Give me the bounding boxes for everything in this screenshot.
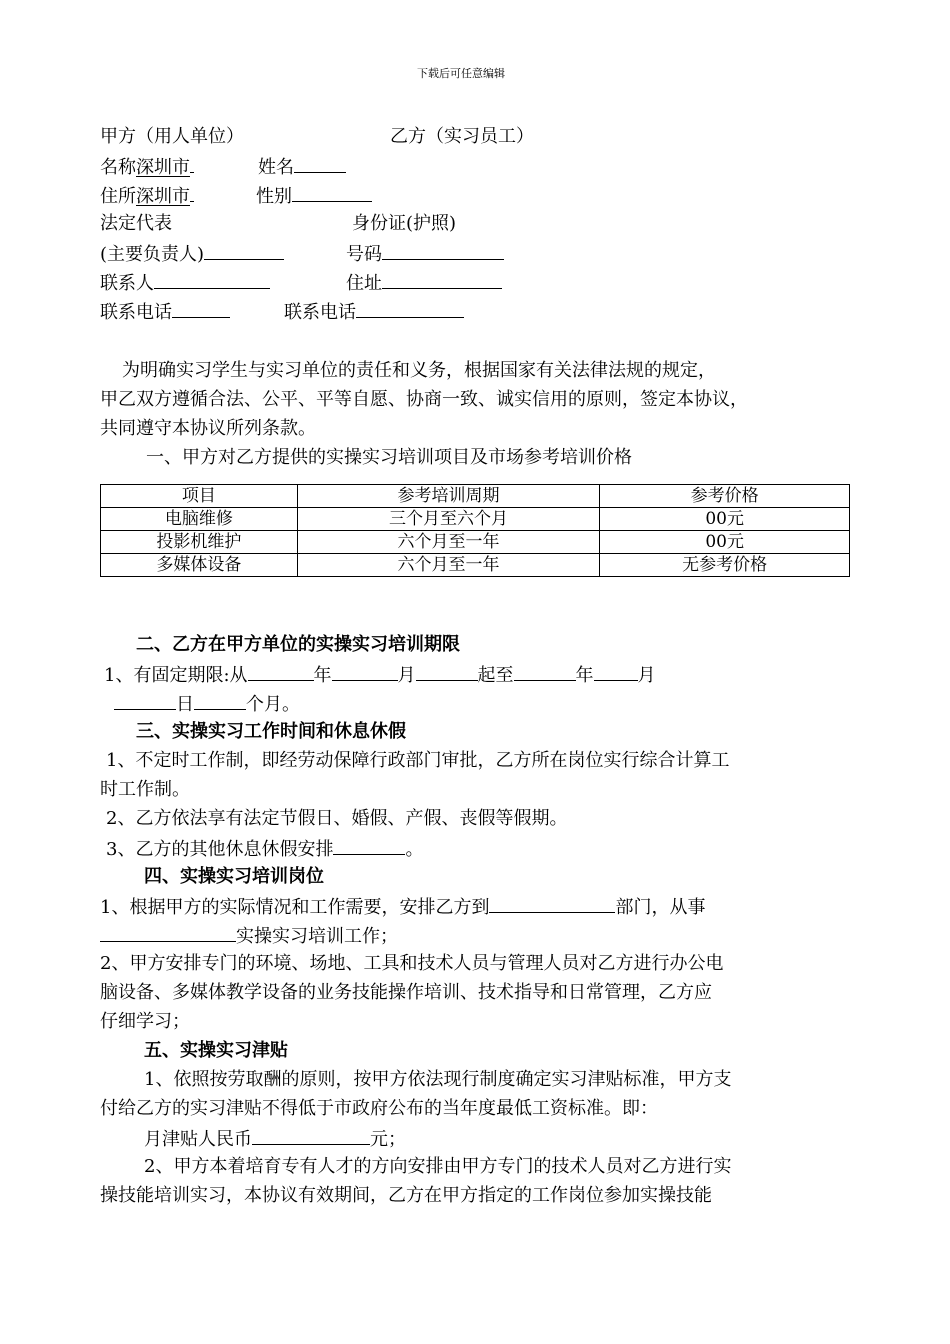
intro-line-1: 为明确实习学生与实习单位的责任和义务，根据国家有关法律法规的规定， <box>122 360 716 381</box>
section4-heading: 四、实操实习培训岗位 <box>144 866 324 887</box>
party-a-address-value[interactable]: 深圳市 <box>136 186 190 207</box>
party-b-id-number-row <box>346 242 504 266</box>
start-month-field[interactable] <box>332 663 398 681</box>
s5-item1-line2: 付给乙方的实习津贴不得低于市政府公布的当年度最低工资标准。即： <box>100 1098 658 1119</box>
section2-heading: 二、乙方在甲方单位的实操实习培训期限 <box>136 634 460 655</box>
month-label: 月 <box>397 665 416 686</box>
party-a-contact-row <box>100 271 270 295</box>
party-b-name-label: 姓名 <box>258 157 294 178</box>
s3-item3: 3、乙方的其他休息休假安排 。 <box>106 839 424 860</box>
until-label: 起至 <box>477 665 514 686</box>
s4-item2-line2: 脑设备、多媒体教学设备的业务技能操作培训、技术指导和日常管理，乙方应 <box>100 982 712 1003</box>
party-a-phone-label: 联系电话 <box>100 302 172 323</box>
table-cell: 三个月至六个月 <box>297 508 600 531</box>
party-b-phone-row <box>284 300 464 324</box>
party-b-name-row <box>258 155 346 179</box>
party-b-id-label: 身份证(护照) <box>352 213 457 234</box>
table-cell: 六个月至一年 <box>297 554 600 577</box>
party-a-phone-row <box>100 300 230 324</box>
party-b-title: 乙方（实习员工） <box>390 126 534 147</box>
s4-item1-line1: 1、根据甲方的实际情况和工作需要，安排乙方到 部门，从事 <box>100 897 706 918</box>
party-b-id-number-label: 号码 <box>346 244 382 265</box>
other-leave-field[interactable] <box>333 837 405 855</box>
year-label: 年 <box>313 665 332 686</box>
months-suffix: 个月。 <box>246 694 300 715</box>
party-b-phone-label: 联系电话 <box>284 302 356 323</box>
table-row <box>101 531 850 554</box>
party-a-phone-field[interactable] <box>172 300 230 318</box>
months-count-field[interactable] <box>194 692 246 710</box>
party-a-principal-field[interactable] <box>204 242 284 260</box>
term-line-1 <box>104 663 656 687</box>
section5-heading: 五、实操实习津贴 <box>144 1040 288 1061</box>
table-cell: 六个月至一年 <box>297 531 600 554</box>
party-b-address-field[interactable] <box>382 271 502 289</box>
party-a-principal-row <box>100 242 284 266</box>
party-b-phone-field[interactable] <box>356 300 464 318</box>
table-cell: 投影机维护 <box>101 531 298 554</box>
table-header-cell: 项目 <box>101 485 298 508</box>
s5-item2-line1: 2、甲方本着培育专有人才的方向安排由甲方专门的技术人员对乙方进行实 <box>144 1156 732 1177</box>
s3-item3-label: 3、乙方的其他休息休假安排 <box>106 839 334 860</box>
day-label: 日 <box>176 694 194 715</box>
start-year-field[interactable] <box>248 663 314 681</box>
s3-item1-line2: 时工作制。 <box>100 779 190 800</box>
allowance-field[interactable] <box>252 1127 370 1145</box>
party-b-id-number-field[interactable] <box>382 242 504 260</box>
table-row <box>101 508 850 531</box>
table-row <box>101 554 850 577</box>
party-b-address-label: 住址 <box>346 273 382 294</box>
party-a-contact-field[interactable] <box>154 271 270 289</box>
year-label: 年 <box>575 665 594 686</box>
party-a-name-row <box>100 155 194 179</box>
header-note: 下载后可任意编辑 <box>417 67 505 80</box>
party-a-title: 甲方（用人单位） <box>100 126 244 147</box>
table-header-cell: 参考培训周期 <box>297 485 600 508</box>
party-b-name-field[interactable] <box>294 155 346 173</box>
party-b-gender-label: 性别 <box>256 186 292 207</box>
party-a-name-value[interactable]: 深圳市 <box>136 157 190 178</box>
table-cell: 00元 <box>600 508 850 531</box>
end-year-field[interactable] <box>514 663 576 681</box>
intro-line-3: 共同遵守本协议所列条款。 <box>100 418 316 439</box>
party-b-gender-field[interactable] <box>292 184 372 202</box>
table-header-row <box>101 485 850 508</box>
work-field[interactable] <box>100 924 236 942</box>
start-day-field[interactable] <box>416 663 478 681</box>
s5-item2-line2: 操技能培训实习，本协议有效期间，乙方在甲方指定的工作岗位参加实操技能 <box>100 1185 712 1206</box>
s3-item2: 2、乙方依法享有法定节假日、婚假、产假、丧假等假期。 <box>106 808 568 829</box>
end-month-field[interactable] <box>594 663 638 681</box>
table-cell: 00元 <box>600 531 850 554</box>
table-cell: 多媒体设备 <box>101 554 298 577</box>
s3-item1-line1: 1、不定时工作制，即经劳动保障行政部门审批，乙方所在岗位实行综合计算工 <box>106 750 730 771</box>
end-day-field[interactable] <box>114 692 176 710</box>
party-a-address-label: 住所 <box>100 186 136 207</box>
term-line-2 <box>114 692 300 716</box>
s5-allowance: 月津贴人民币 元； <box>144 1129 406 1150</box>
month-label: 月 <box>637 665 656 686</box>
price-table <box>100 484 850 577</box>
term-from-label: 1、有固定期限:从 <box>104 665 248 686</box>
party-a-name-label: 名称 <box>100 157 136 178</box>
party-a-address-row <box>100 184 194 208</box>
s4-item2-line3: 仔细学习； <box>100 1011 190 1032</box>
table-header-cell: 参考价格 <box>600 485 850 508</box>
party-b-gender-row <box>256 184 372 208</box>
intro-line-2: 甲乙双方遵循合法、公平、平等自愿、协商一致、诚实信用的原则，签定本协议， <box>100 389 748 410</box>
section3-heading: 三、实操实习工作时间和休息休假 <box>136 721 406 742</box>
party-b-address-row <box>346 271 502 295</box>
s4-item2-line1: 2、甲方安排专门的环境、场地、工具和技术人员与管理人员对乙方进行办公电 <box>100 953 724 974</box>
s4-item1-line2: 实操实习培训工作； <box>100 924 398 948</box>
party-a-principal-label: (主要负责人) <box>100 244 205 265</box>
party-a-contact-label: 联系人 <box>100 273 154 294</box>
table-cell: 无参考价格 <box>600 554 850 577</box>
department-field[interactable] <box>489 895 615 913</box>
s5-item1-line1: 1、依照按劳取酬的原则，按甲方依法现行制度确定实习津贴标准，甲方支 <box>144 1069 732 1090</box>
party-a-legal-rep-label: 法定代表 <box>100 213 172 234</box>
table-cell: 电脑维修 <box>101 508 298 531</box>
section1-heading: 一、甲方对乙方提供的实操实习培训项目及市场参考培训价格 <box>146 447 632 468</box>
